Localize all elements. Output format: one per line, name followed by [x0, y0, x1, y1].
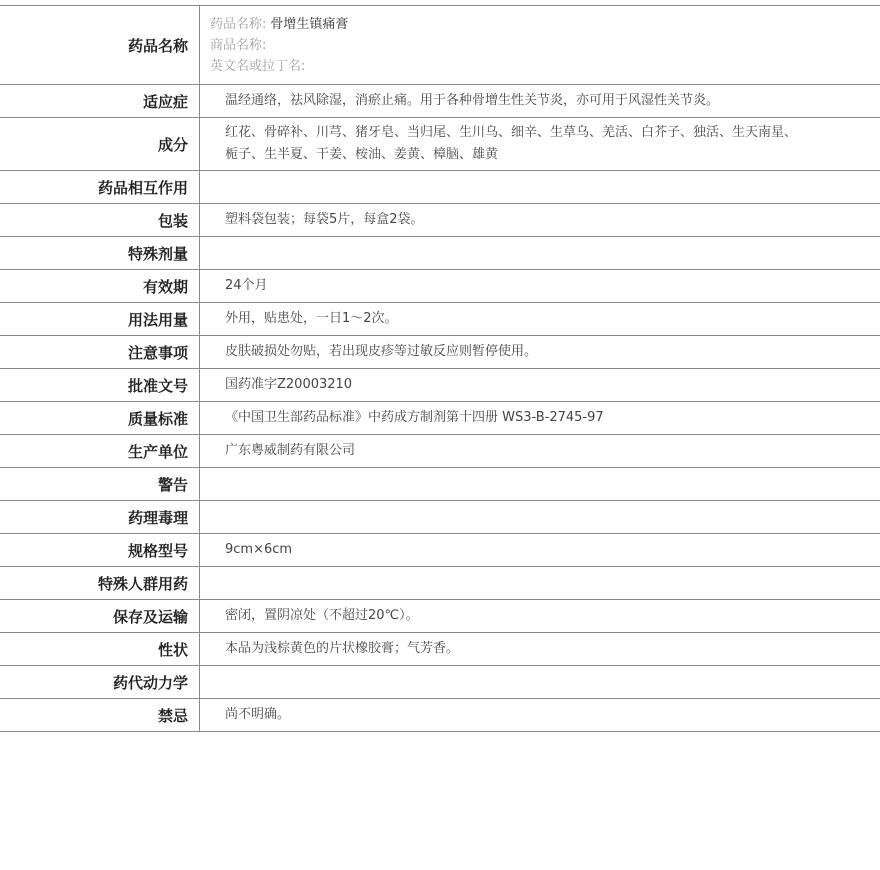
trade-name-key: 商品名称:: [210, 37, 267, 53]
row-label: 注意事项: [0, 336, 200, 368]
row-label: 特殊人群用药: [0, 567, 200, 599]
row-specification: [0, 534, 880, 567]
drug-info-table: [0, 5, 880, 732]
row-label: 药代动力学: [0, 666, 200, 698]
row-packaging: [0, 204, 880, 237]
row-pharmacokinetics: [0, 666, 880, 699]
row-label: 规格型号: [0, 534, 200, 566]
row-contraindications: [0, 699, 880, 732]
row-label: 保存及运输: [0, 600, 200, 632]
row-value: [200, 501, 880, 533]
row-value: 塑料袋包装；每袋5片，每盒2袋。: [225, 212, 424, 227]
row-label: 质量标准: [0, 402, 200, 434]
row-special-populations: [0, 567, 880, 600]
row-label: 生产单位: [0, 435, 200, 467]
row-value: 24个月: [225, 278, 268, 293]
row-special-dosage: [0, 237, 880, 270]
row-drug-interactions: [0, 171, 880, 204]
latin-name-key: 英文名或拉丁名:: [210, 58, 306, 74]
row-value: 皮肤破损处勿贴，若出现皮疹等过敏反应则暂停使用。: [225, 344, 538, 359]
row-precautions: [0, 336, 880, 369]
drug-name-line: [210, 14, 348, 35]
row-value: [200, 468, 880, 500]
latin-name-line: [210, 56, 309, 77]
row-label: 性状: [0, 633, 200, 665]
row-label: 药品名称: [0, 6, 200, 84]
row-value: 《中国卫生部药品标准》中药成方制剂第十四册 WS3-B-2745-97: [225, 410, 604, 425]
row-label: 包装: [0, 204, 200, 236]
trade-name-line: [210, 35, 270, 56]
row-label: 禁忌: [0, 699, 200, 731]
row-value: [200, 237, 880, 269]
row-value: 尚不明确。: [225, 707, 291, 722]
row-label: 药理毒理: [0, 501, 200, 533]
row-warning: [0, 468, 880, 501]
row-description: [0, 633, 880, 666]
row-value: 外用，贴患处，一日1～2次。: [225, 311, 398, 326]
row-value: 本品为浅棕黄色的片状橡胶膏；气芳香。: [225, 641, 460, 656]
row-value: 国药准字Z20003210: [225, 377, 353, 392]
drug-name-value: 骨增生镇痛膏: [270, 16, 349, 32]
drug-name-cell: [200, 6, 880, 84]
row-usage: [0, 303, 880, 336]
row-drug-name: [0, 6, 880, 85]
row-label: 成分: [0, 118, 200, 170]
row-label: 特殊剂量: [0, 237, 200, 269]
row-value: [200, 171, 880, 203]
row-manufacturer: [0, 435, 880, 468]
row-value: 红花、骨碎补、川芎、猪牙皂、当归尾、生川乌、细辛、生草乌、羌活、白芥子、独活、生天南星、栀子、生半夏、干姜、桉油、姜黄、樟脑、雄黄: [225, 125, 798, 162]
row-indications: [0, 85, 880, 118]
row-pharmacology: [0, 501, 880, 534]
row-label: 药品相互作用: [0, 171, 200, 203]
row-label: 用法用量: [0, 303, 200, 335]
row-value: [200, 567, 880, 599]
row-value: [200, 666, 880, 698]
row-label: 警告: [0, 468, 200, 500]
row-quality-standard: [0, 402, 880, 435]
row-label: 适应症: [0, 85, 200, 117]
row-label: 批准文号: [0, 369, 200, 401]
row-label: 有效期: [0, 270, 200, 302]
row-value: 9cm×6cm: [225, 542, 293, 557]
row-shelf-life: [0, 270, 880, 303]
row-value: 温经通络，祛风除湿，消瘀止痛。用于各种骨增生性关节炎，亦可用于风湿性关节炎。: [225, 93, 720, 108]
row-value: 广东粤威制药有限公司: [225, 443, 356, 458]
row-storage: [0, 600, 880, 633]
row-value: 密闭，置阴凉处（不超过20℃）。: [225, 608, 419, 623]
drug-name-key: 药品名称:: [210, 16, 267, 32]
row-approval-number: [0, 369, 880, 402]
row-ingredients: [0, 118, 880, 171]
